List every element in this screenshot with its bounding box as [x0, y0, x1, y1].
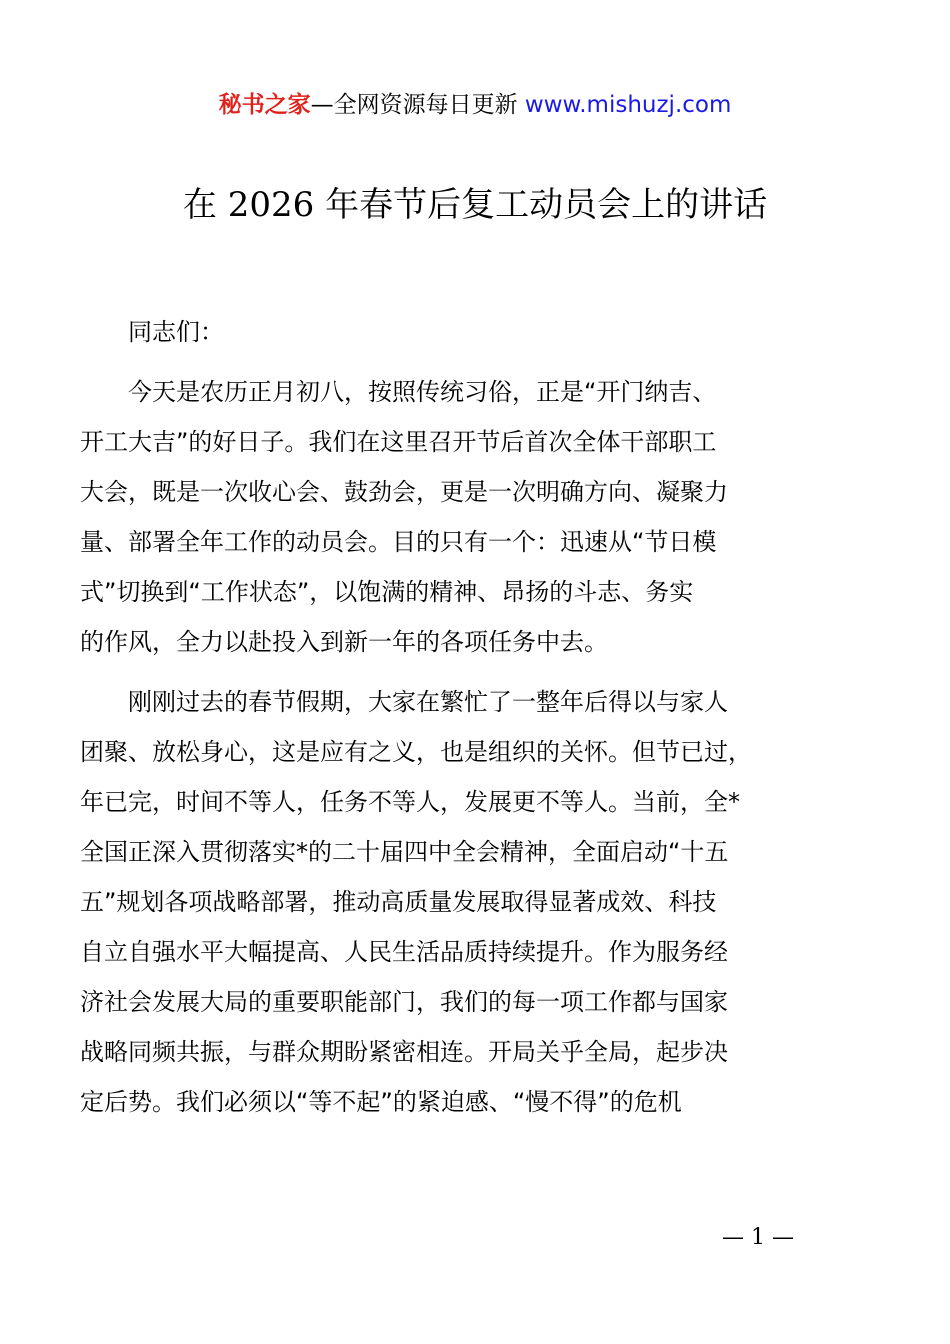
paragraph-1	[80, 367, 838, 667]
paragraph-line: 大会，既是一次收心会、鼓劲会，更是一次明确方向、凝聚力	[80, 478, 728, 506]
paragraph-line: 量、部署全年工作的动员会。目的只有一个：迅速从“节日模	[80, 528, 717, 556]
paragraph-line: 定后势。我们必须以“等不起”的紧迫感、“慢不得”的危机	[80, 1088, 682, 1116]
paragraph-line: 年已完，时间不等人，任务不等人，发展更不等人。当前，全*	[80, 788, 740, 816]
brand-name: 秘书之家	[218, 92, 311, 118]
site-slogan: —全网资源每日更新	[310, 92, 518, 118]
paragraph-line: 刚刚过去的春节假期，大家在繁忙了一整年后得以与家人	[128, 688, 728, 716]
paragraph-line: 济社会发展大局的重要职能部门，我们的每一项工作都与国家	[80, 988, 728, 1016]
salutation: 同志们：	[128, 318, 224, 346]
site-header	[0, 88, 950, 122]
site-url-link[interactable]: www.mishuzj.com	[524, 92, 732, 118]
paragraph-line: 式”切换到“工作状态”，以饱满的精神、昂扬的斗志、务实	[80, 578, 694, 606]
paragraph-line: 开工大吉”的好日子。我们在这里召开节后首次全体干部职工	[80, 428, 717, 456]
document-body	[80, 307, 838, 1137]
paragraph-line: 战略同频共振，与群众期盼紧密相连。开局关乎全局，起步决	[80, 1038, 728, 1066]
paragraph-line: 今天是农历正月初八，按照传统习俗，正是“开门纳吉、	[128, 378, 717, 406]
document-title: 在 2026 年春节后复工动员会上的讲话	[182, 185, 768, 225]
paragraph-line: 五”规划各项战略部署，推动高质量发展取得显著成效、科技	[80, 888, 717, 916]
paragraph-2	[80, 677, 838, 1127]
paragraph-line: 的作风，全力以赴投入到新一年的各项任务中去。	[80, 628, 608, 656]
page-number: — 1 —	[722, 1225, 794, 1250]
paragraph-line: 自立自强水平大幅提高、人民生活品质持续提升。作为服务经	[80, 938, 728, 966]
paragraph-line: 全国正深入贯彻落实*的二十届四中全会精神，全面启动“十五	[80, 838, 729, 866]
paragraph-line: 团聚、放松身心，这是应有之义，也是组织的关怀。但节已过，	[80, 738, 752, 766]
